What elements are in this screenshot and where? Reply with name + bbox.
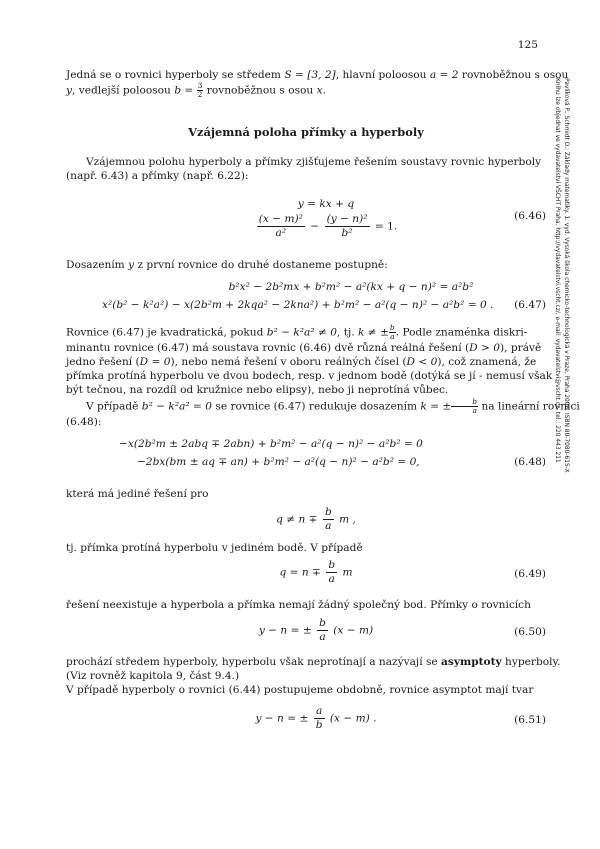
side-note-line2: Knihu lze objednat ve vydavatelství VŠCHT Praha, http://vydavatelstvi.vscht.cz/, e-mail: vydavatelstvi@vscht.cz, tel.: 220 443 211	[554, 78, 560, 463]
equation-6-51: y − n = ± $\frac{a}{b}$ (x − m) . (6.51)	[255, 705, 546, 731]
side-note-line1: Pavlíková P., Schmidt O.: Základy matematiky. 1. vyd. Vysoká škola chemicko-technologická v Praze, Praha 2006. ISBN 80-7080-615-X	[563, 78, 569, 473]
paragraph-2: Dosazením y z první rovnice do druhé dostaneme postupně:	[66, 259, 388, 271]
term-asymptoty: asymptoty	[441, 656, 502, 668]
intro-paragraph: Jedná se o rovnici hyperboly se středem S = [3, 2], hlavní poloosou a = 2 rovnoběžnou s osou y, vedlejší poloosou b = $\frac{3}{2}$ rovnoběžnou s osou x.	[66, 69, 569, 99]
intro-text-3: rovnoběžnou s osou	[458, 69, 569, 81]
equation-6-46: y = kx + q $\frac{\text{(x − m)²}}{\text{a²}}$ − $\frac{\text{(y − n)²}}{\text{b²}}$ = 1. (6.46)	[258, 198, 546, 239]
section-title: Vzájemná poloha přímky a hyperboly	[188, 125, 424, 139]
intro-center: S = [3, 2]	[284, 69, 336, 81]
intro-major-axis: a = 2	[429, 69, 459, 81]
intro-axis-x: x	[316, 84, 323, 97]
intro-text-2: , hlavní poloosou	[335, 69, 430, 81]
side-note	[554, 78, 569, 618]
intro-axis-y: y	[66, 84, 72, 97]
intro-fraction: $\frac{3}{2}$	[197, 81, 203, 99]
equation-6-48	[66, 437, 546, 471]
intro-text-1: Jedná se o rovnici hyperboly se středem	[66, 69, 285, 81]
eq-6-48-number: (6.48)	[514, 456, 546, 468]
eq-6-47-row2: x²(b² − k²a²) − x(2b²m + 2kqa² − 2kna²) + b²m² − a²(q − n)² − a²b² = 0 .	[102, 299, 494, 311]
intro-minor-axis: b =	[174, 84, 194, 97]
p1-line2: (např. 6.43) a přímky (např. 6.22):	[66, 170, 249, 182]
paragraph-6: tj. přímka protíná hyperbolu v jediném bodě. V případě	[66, 542, 363, 554]
eq-6-49-number: (6.49)	[514, 568, 546, 580]
eq-6-51-number: (6.51)	[514, 714, 546, 726]
equation-6-50: y − n = ± $\frac{b}{a}$ (x − m) (6.50)	[258, 617, 546, 643]
paragraph-4: V případě b² − k²a² = 0 se rovnice (6.47) redukuje dosazením k = ± $\frac{b}{a}$ na lineární rovnici (6.48):	[66, 397, 580, 428]
eq-6-47-number: (6.47)	[514, 299, 546, 311]
intro-text-4: , vedlejší poloosou	[72, 84, 175, 97]
eq-6-47-row1: b²x² − 2b²mx + b²m² − a²(kx + q − n)² = a²b²	[228, 281, 474, 293]
equation-6-47	[66, 280, 546, 314]
eq-6-46-number: (6.46)	[514, 210, 546, 222]
eq-6-46-frac-x: $\frac{\text{(x − m)²}}{\text{a²}}$	[258, 213, 303, 239]
eq-6-48-row1: −x(2b²m ± 2abq ∓ 2abn) + b²m² − a²(q − n)² − a²b² = 0	[119, 438, 423, 450]
p1-line1: Vzájemnou polohu hyperboly a přímky zjišťujeme řešením soustavy rovnic hyperboly	[86, 156, 542, 168]
eq-6-50-number: (6.50)	[514, 626, 546, 638]
eq-6-46-frac-y: $\frac{\text{(y − n)²}}{\text{b²}}$	[326, 213, 368, 239]
paragraph-7: řešení neexistuje a hyperbola a přímka nemají žádný společný bod. Přímky o rovnicích	[66, 599, 531, 611]
paragraph-1	[66, 155, 546, 183]
eq-6-46-row1: y = kx + q	[297, 198, 355, 210]
paragraph-5: která má jediné řešení pro	[66, 488, 209, 500]
paragraph-8: prochází středem hyperboly, hyperbolu však neprotínají a nazývají se asymptoty hyperboly. (Viz rovněž kapitola 9, část 9.4.) V případě hyperboly o rovnici (6.44) postupujeme obdobně, rovnice asymptot mají tvar	[66, 656, 561, 696]
equation-unnumbered: q ≠ n ∓ $\frac{b}{a}$ m ,	[276, 506, 356, 532]
equation-6-49: q = n ∓ $\frac{b}{a}$ m (6.49)	[279, 559, 546, 585]
paragraph-3: Rovnice (6.47) je kvadratická, pokud b² − k²a² ≠ 0, tj. k ≠ ± $\frac{b}{a}$ . Podle znaménka diskri- minantu rovnice (6.47) má soustava rovnic (6.46) dvě různá reálná řešení (D > 0), právě jedno řešení (D = 0), nebo nemá řešení v oboru reálných čísel (D < 0), což znamená, že přímka protíná hyperbolu ve dvou bodech, resp. v jednom bodě (dotýká se jí - nemusí však být tečnou, na rozdíl od kružnice nebo elipsy), nebo ji neprotíná vůbec.	[66, 323, 553, 396]
intro-text-5: rovnoběžnou s osou	[203, 84, 317, 97]
eq-6-48-row2: −2bx(bm ± aq ∓ an) + b²m² − a²(q − n)² − a²b² = 0,	[137, 456, 420, 468]
page-number: 125	[517, 39, 538, 51]
